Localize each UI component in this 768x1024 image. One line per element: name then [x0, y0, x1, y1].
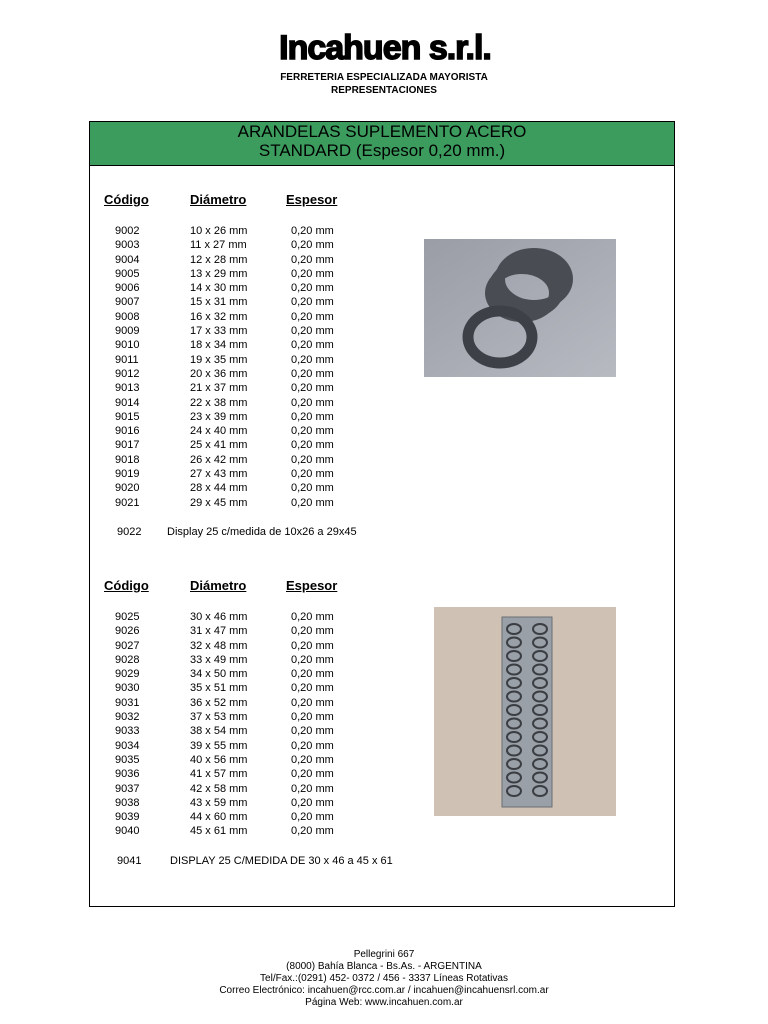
tagline-line2: REPRESENTACIONES [331, 85, 437, 96]
item-diameter: 38 x 54 mm [190, 725, 248, 738]
item-thickness: 0,20 mm [291, 711, 334, 724]
item-code: 9004 [115, 253, 140, 266]
item-thickness: 0,20 mm [291, 696, 334, 709]
item-thickness: 0,20 mm [291, 267, 334, 280]
item-code: 9031 [115, 696, 140, 709]
item-thickness: 0,20 mm [291, 396, 334, 409]
item-code: 9034 [115, 739, 140, 752]
item-code: 9037 [115, 782, 140, 795]
washers-photo [424, 239, 616, 377]
item-code: 9040 [115, 825, 140, 838]
item-code: 9033 [115, 725, 140, 738]
item-code: 9039 [115, 811, 140, 824]
item-thickness: 0,20 mm [291, 782, 334, 795]
item-thickness: 0,20 mm [291, 825, 334, 838]
header-codigo: Código [104, 192, 149, 207]
item-code: 9012 [115, 367, 140, 380]
company-logo [262, 26, 508, 68]
item-code: 9018 [115, 453, 140, 466]
item-thickness: 0,20 mm [291, 325, 334, 338]
item-thickness: 0,20 mm [291, 725, 334, 738]
item-diameter: 10 x 26 mm [190, 225, 248, 237]
washer-row [90, 381, 674, 395]
item-code: 9002 [115, 225, 140, 237]
item-thickness: 0,20 mm [291, 482, 334, 495]
item-thickness: 0,20 mm [291, 425, 334, 438]
item-thickness: 0,20 mm [291, 625, 334, 638]
item-thickness: 0,20 mm [291, 410, 334, 423]
item-diameter: 12 x 28 mm [190, 253, 248, 266]
item-diameter: 41 x 57 mm [190, 768, 248, 781]
item-thickness: 0,20 mm [291, 639, 334, 652]
item-diameter: 17 x 33 mm [190, 325, 248, 338]
item-code: 9008 [115, 310, 140, 323]
item-diameter: 45 x 61 mm [190, 825, 248, 838]
item-thickness: 0,20 mm [291, 239, 334, 252]
item-code: 9038 [115, 796, 140, 809]
item-code: 9007 [115, 296, 140, 309]
svg-text:Incahuen s.r.l.: Incahuen s.r.l. [279, 29, 491, 67]
item-thickness: 0,20 mm [291, 796, 334, 809]
header-diametro: Diámetro [190, 192, 247, 207]
item-diameter: 44 x 60 mm [190, 811, 248, 824]
item-diameter: 29 x 45 mm [190, 496, 248, 509]
item-diameter: 11 x 27 mm [190, 239, 247, 252]
item-code: 9005 [115, 267, 140, 280]
footer-phone: Tel/Fax.:(0291) 452- 0372 / 456 - 3337 Líneas Rotativas [260, 973, 508, 984]
item-thickness: 0,20 mm [291, 339, 334, 352]
washer-row [90, 396, 674, 410]
washer-row [90, 453, 674, 467]
item-code: 9027 [115, 639, 140, 652]
banner-title-line2: STANDARD (Espesor 0,20 mm.) [258, 141, 506, 160]
item-diameter: 15 x 31 mm [190, 296, 248, 309]
item-code: 9010 [115, 339, 140, 352]
item-thickness: 0,20 mm [291, 811, 334, 824]
tagline-line1: FERRETERIA ESPECIALIZADA MAYORISTA [280, 72, 488, 83]
header-diametro-2: Diámetro [190, 578, 247, 593]
item-diameter: 37 x 53 mm [190, 711, 248, 724]
item-diameter: 28 x 44 mm [190, 482, 248, 495]
item-diameter: 23 x 39 mm [190, 410, 248, 423]
item-diameter: 32 x 48 mm [190, 639, 248, 652]
header-codigo-2: Código [104, 578, 149, 593]
item-thickness: 0,20 mm [291, 253, 334, 266]
washer-row [90, 496, 674, 510]
item-diameter: 40 x 56 mm [190, 753, 248, 766]
item-code: 9032 [115, 711, 140, 724]
item-thickness: 0,20 mm [291, 611, 334, 623]
item-diameter: 16 x 32 mm [190, 310, 248, 323]
item-code: 9013 [115, 382, 140, 395]
item-diameter: 30 x 46 mm [190, 611, 248, 623]
item-diameter: 18 x 34 mm [190, 339, 248, 352]
item-thickness: 0,20 mm [291, 296, 334, 309]
item-diameter: 39 x 55 mm [190, 739, 248, 752]
item-thickness: 0,20 mm [291, 468, 334, 481]
item-diameter: 14 x 30 mm [190, 282, 248, 295]
item-diameter: 19 x 35 mm [190, 353, 248, 366]
item-thickness: 0,20 mm [291, 367, 334, 380]
item-diameter: 22 x 38 mm [190, 396, 248, 409]
item-code: 9028 [115, 653, 140, 666]
item-diameter: 43 x 59 mm [190, 796, 248, 809]
item-diameter: 25 x 41 mm [190, 439, 248, 452]
item-code: 9015 [115, 410, 140, 423]
header-espesor: Espesor [286, 192, 338, 207]
item-diameter: 42 x 58 mm [190, 782, 248, 795]
footer-city: (8000) Bahía Blanca - Bs.As. - ARGENTINA [286, 961, 482, 972]
item-code: 9020 [115, 482, 140, 495]
item-thickness: 0,20 mm [291, 439, 334, 452]
item-thickness: 0,20 mm [291, 353, 334, 366]
item-code: 9035 [115, 753, 140, 766]
item-code: 9006 [115, 282, 140, 295]
display-text-2: DISPLAY 25 C/MEDIDA DE 30 x 46 a 45 x 61 [170, 855, 393, 867]
item-thickness: 0,20 mm [291, 653, 334, 666]
item-code: 9019 [115, 468, 140, 481]
item-thickness: 0,20 mm [291, 739, 334, 752]
item-thickness: 0,20 mm [291, 282, 334, 295]
item-code: 9036 [115, 768, 140, 781]
washer-row [90, 467, 674, 481]
header-espesor-2: Espesor [286, 578, 338, 593]
washer-row [90, 424, 674, 438]
item-diameter: 36 x 52 mm [190, 696, 248, 709]
title-banner [90, 122, 674, 166]
item-diameter: 26 x 42 mm [190, 453, 248, 466]
item-diameter: 27 x 43 mm [190, 468, 248, 481]
item-thickness: 0,20 mm [291, 453, 334, 466]
washer-row [90, 410, 674, 424]
footer-web: Página Web: www.incahuen.com.ar [305, 997, 463, 1008]
item-code: 9021 [115, 496, 140, 509]
item-diameter: 31 x 47 mm [190, 625, 248, 638]
item-code: 9030 [115, 682, 140, 695]
footer-email: Correo Electrónico: incahuen@rcc.com.ar / incahuen@incahuensrl.com.ar [219, 985, 549, 996]
item-thickness: 0,20 mm [291, 496, 334, 509]
footer [0, 949, 768, 1009]
washer-row [90, 438, 674, 452]
item-diameter: 33 x 49 mm [190, 653, 248, 666]
item-diameter: 20 x 36 mm [190, 367, 248, 380]
item-code: 9014 [115, 396, 140, 409]
washer-row [90, 224, 674, 238]
item-thickness: 0,20 mm [291, 225, 334, 237]
item-code: 9003 [115, 239, 140, 252]
display-text-1: Display 25 c/medida de 10x26 a 29x45 [167, 526, 357, 538]
item-thickness: 0,20 mm [291, 382, 334, 395]
item-thickness: 0,20 mm [291, 753, 334, 766]
item-code: 9025 [115, 611, 140, 623]
item-diameter: 34 x 50 mm [190, 668, 248, 681]
washer-row [90, 481, 674, 495]
item-diameter: 24 x 40 mm [190, 425, 248, 438]
item-diameter: 13 x 29 mm [190, 267, 248, 280]
item-code: 9029 [115, 668, 140, 681]
item-code: 9016 [115, 425, 140, 438]
item-code: 9017 [115, 439, 140, 452]
item-diameter: 35 x 51 mm [190, 682, 248, 695]
item-thickness: 0,20 mm [291, 682, 334, 695]
display-card-photo [434, 607, 616, 816]
item-diameter: 21 x 37 mm [190, 382, 248, 395]
item-code: 9011 [115, 353, 139, 366]
display-code-2: 9041 [117, 855, 142, 867]
catalog-frame [89, 121, 675, 907]
display-code-1: 9022 [117, 526, 142, 538]
item-thickness: 0,20 mm [291, 310, 334, 323]
item-thickness: 0,20 mm [291, 668, 334, 681]
washer-row [90, 824, 674, 838]
banner-title-line1: ARANDELAS SUPLEMENTO ACERO [237, 122, 527, 141]
footer-address: Pellegrini 667 [353, 949, 415, 960]
item-thickness: 0,20 mm [291, 768, 334, 781]
item-code: 9009 [115, 325, 140, 338]
item-code: 9026 [115, 625, 140, 638]
